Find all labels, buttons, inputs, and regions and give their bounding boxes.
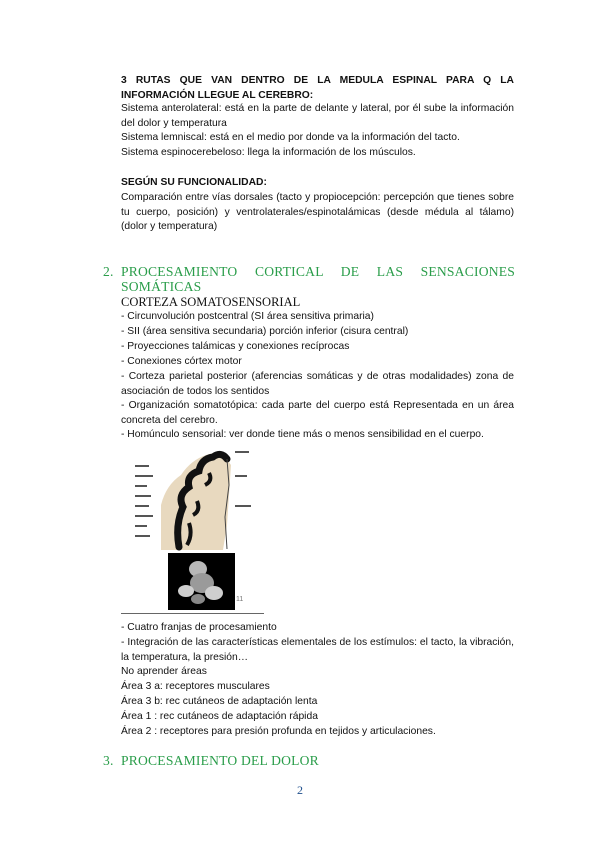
list-item: - Organización somatotópica: cada parte del cuerpo está Representada en un área concreta del cerebro. [121,400,514,426]
intro-line-3: Sistema espinocerebeloso: llega la información de los músculos. [121,147,416,158]
list-item: Área 1 : rec cutáneos de adaptación rápida [121,711,318,722]
homunculus-figure [168,553,235,610]
list-item: Área 3 b: rec cutáneos de adaptación lenta [121,696,318,707]
section-3-number: 3. [103,753,114,768]
section-3-title: PROCESAMIENTO DEL DOLOR [121,753,319,768]
funcionalidad-text: Comparación entre vías dorsales (tacto y propiocepción: percepción que tienes sobre tu cuerpo, posición) y ventrolaterales/espinotalámicas (desde médula al tálamo) (dolor y temperatura) [121,192,514,233]
list-item: - Integración de las características elementales de los estímulos: el tacto, la vibración, la temperatura, la presión… [121,637,514,663]
page-number: 2 [297,783,303,797]
list-item: Área 2 : receptores para presión profunda en tejidos y articulaciones. [121,726,436,737]
section-2-subtitle: CORTEZA SOMATOSENSORIAL [121,295,301,309]
intro-title: 3 RUTAS QUE VAN DENTRO DE LA MEDULA ESPINAL PARA Q LA INFORMACIÓN LLEGUE AL CEREBRO: [121,75,514,101]
list-item: - Proyecciones talámicas y conexiones recíprocas [121,341,350,352]
list-item: - SII (área sensitiva secundaria) porción inferior (cisura central) [121,326,409,337]
divider [121,613,264,614]
list-item: - Circunvolución postcentral (SI área sensitiva primaria) [121,311,374,322]
intro-line-2: Sistema lemniscal: está en el medio por donde va la información del tacto. [121,132,460,143]
list-item: - Cuatro franjas de procesamiento [121,622,277,633]
intro-line-1: Sistema anterolateral: está en la parte de delante y lateral, por él sube la información del dolor y temperatura [121,103,514,129]
section-2-number: 2. [103,264,114,279]
section-3-heading [103,753,515,768]
list-item: - Corteza parietal posterior (aferencias somáticas y de otras modalidades) zona de asociación de todos los sentidos [121,371,514,397]
list-item: No aprender áreas [121,666,207,677]
funcionalidad-title: SEGÚN SU FUNCIONALIDAD: [121,177,267,188]
cortex-figure [131,445,257,552]
list-item: - Conexiones córtex motor [121,356,242,367]
section-2-title-line2: SOMÁTICAS [121,279,202,294]
figure-number: 11 [236,596,244,603]
list-item: - Homúnculo sensorial: ver donde tiene más o menos sensibilidad en el cuerpo. [121,429,484,440]
list-item: Área 3 a: receptores musculares [121,681,270,692]
section-2-title-line1: PROCESAMIENTO CORTICAL DE LAS SENSACIONES [121,264,515,279]
section-2-heading [103,264,515,294]
